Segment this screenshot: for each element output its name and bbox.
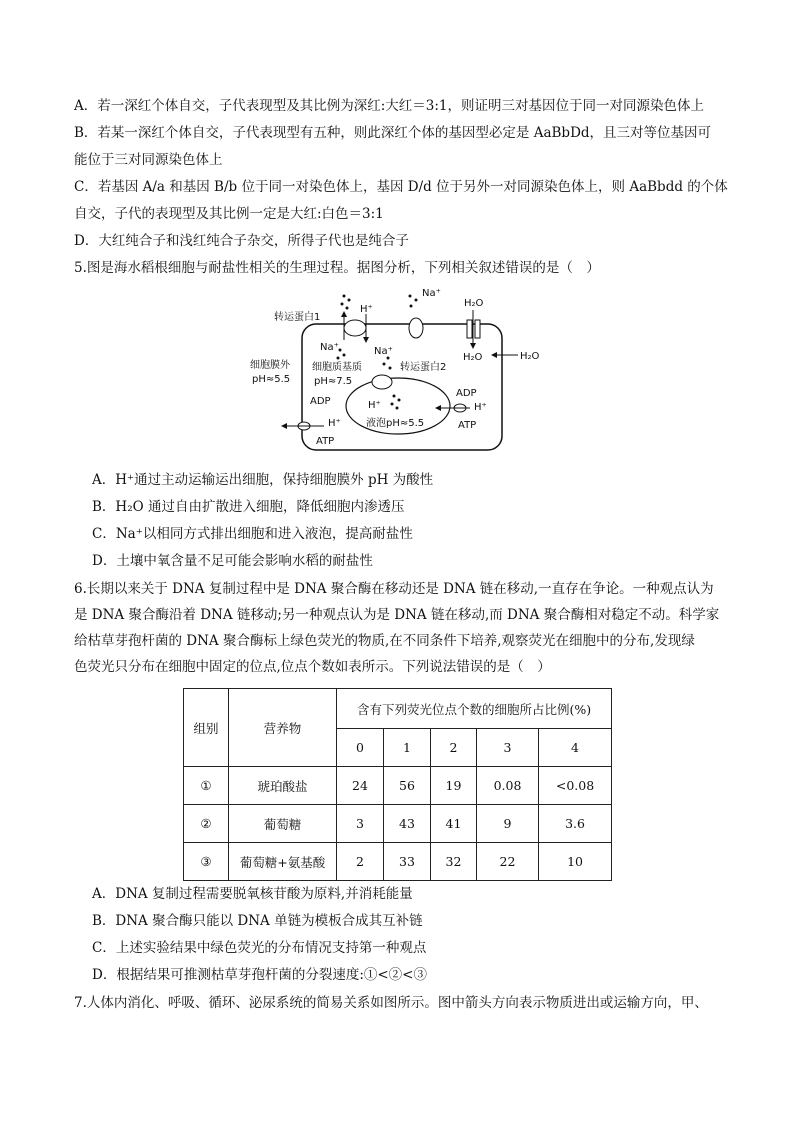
table-row — [184, 805, 612, 843]
header-col-4: 4 — [539, 729, 612, 767]
row-id: ② — [184, 805, 229, 843]
table-cell: 2 — [337, 843, 384, 881]
table-cell: <0.08 — [539, 767, 612, 805]
q4-option-b-line1: B．若某一深红个体自交，子代表现型有五种，则此深红个体的基因型必定是 AaBbDd，且三对等位基因可 — [74, 125, 712, 141]
matrix-label: 细胞质基质 — [312, 362, 362, 373]
na-plus-label-2: Na⁺ — [422, 288, 441, 299]
row-nutrient: 琥珀酸盐 — [229, 767, 337, 805]
table-cell: 0.08 — [477, 767, 539, 805]
transporter-1-shape — [344, 320, 366, 336]
table-cell: 56 — [384, 767, 431, 805]
transporter-2-shape — [372, 375, 392, 389]
header-col-3: 3 — [477, 729, 539, 767]
q5-stem: 5.图是海水稻根细胞与耐盐性相关的生理过程。据图分析，下列相关叙述错误的是（ ） — [74, 260, 600, 276]
q6-stem-line1: 6.长期以来关于 DNA 复制过程中是 DNA 聚合酶在移动还是 DNA 链在移动,一直存在争论。一种观点认为 — [74, 581, 714, 597]
q6-option-c: C．上述实验结果中绿色荧光的分布情况支持第一种观点 — [92, 940, 427, 956]
vacuole-label: 液泡pH≈5.5 — [366, 418, 425, 429]
h-plus-label-1: H⁺ — [360, 304, 373, 315]
q6-stem-line4: 色荧光只分布在细胞中固定的位点,位点个数如表所示。下列说法错误的是（ ） — [74, 659, 551, 675]
row-nutrient: 葡萄糖 — [229, 805, 337, 843]
transporter-2-label: 转运蛋白2 — [400, 362, 447, 373]
q4-option-a: A．若一深红个体自交，子代表现型及其比例为深红:大红＝3:1，则证明三对基因位于同一对同源染色体上 — [74, 98, 705, 114]
outside-label: 细胞膜外 — [250, 360, 290, 371]
water-channel-left — [467, 320, 472, 338]
q6-stem-line2: 是 DNA 聚合酶沿着 DNA 链移动;另一种观点认为是 DNA 链在移动,而 DNA 聚合酶相对稳定不动。科学家 — [74, 607, 720, 623]
table-cell: 19 — [431, 767, 477, 805]
q5-option-a: A．H⁺通过主动运输运出细胞，保持细胞膜外 pH 为酸性 — [92, 472, 434, 488]
matrix-ph: pH≈7.5 — [314, 376, 353, 387]
na-dots-2 — [409, 295, 418, 308]
h-plus-label-4: H⁺ — [328, 418, 341, 429]
row-id: ③ — [184, 843, 229, 881]
h2o-label-top: H₂O — [464, 298, 484, 309]
row-nutrient: 葡萄糖+氨基酸 — [229, 843, 337, 881]
table-cell: 33 — [384, 843, 431, 881]
table-row — [184, 843, 612, 881]
table-cell: 41 — [431, 805, 477, 843]
cell-salt-tolerance-diagram — [248, 284, 548, 454]
q6-option-d: D．根据结果可推测枯草芽孢杆菌的分裂速度:①<②<③ — [92, 967, 427, 983]
header-group: 组别 — [184, 689, 229, 767]
q6-stem-line3: 给枯草芽孢杆菌的 DNA 聚合酶标上绿色荧光的物质,在不同条件下培养,观察荧光在细胞中的分布,发现绿 — [74, 633, 695, 649]
na-plus-label-3: Na⁺ — [374, 346, 393, 357]
water-channel-right — [475, 320, 480, 338]
table-cell: 3 — [337, 805, 384, 843]
h2o-label-outside: H₂O — [520, 351, 540, 362]
header-col-0: 0 — [337, 729, 384, 767]
table-cell: 24 — [337, 767, 384, 805]
row-id: ① — [184, 767, 229, 805]
q5-option-c: C．Na⁺以相同方式排出细胞和进入液泡，提高耐盐性 — [92, 526, 413, 542]
table-cell: 9 — [477, 805, 539, 843]
table-cell: 43 — [384, 805, 431, 843]
outside-ph: pH≈5.5 — [252, 374, 291, 385]
header-ratio: 含有下列荧光位点个数的细胞所占比例(%) — [337, 689, 612, 729]
atp-label-left: ATP — [316, 436, 335, 447]
h-plus-label-2: H⁺ — [368, 400, 381, 411]
table-cell: 10 — [539, 843, 612, 881]
q7-stem: 7.人体内消化、呼吸、循环、泌尿系统的简易关系如图所示。图中箭头方向表示物质进出或运输方向，甲、 — [74, 995, 708, 1011]
adp-label-left: ADP — [310, 396, 331, 407]
h2o-label-inside: H₂O — [463, 352, 483, 363]
q4-option-c-line1: C．若基因 A/a 和基因 B/b 位于同一对染色体上，基因 D/d 位于另外一对同源染色体上，则 AaBbdd 的个体 — [74, 179, 728, 195]
na-channel-shape — [409, 318, 423, 338]
adp-label-right: ADP — [456, 388, 477, 399]
table-cell: 22 — [477, 843, 539, 881]
fluorescence-table — [183, 688, 612, 881]
table-cell: 32 — [431, 843, 477, 881]
header-nutrient: 营养物 — [229, 689, 337, 767]
transporter-1-label: 转运蛋白1 — [274, 312, 321, 323]
atp-label-right: ATP — [458, 420, 477, 431]
q4-option-c-line2: 自交，子代的表现型及其比例一定是大红:白色＝3:1 — [74, 206, 384, 222]
q6-option-a: A．DNA 复制过程需要脱氧核苷酸为原料,并消耗能量 — [92, 886, 413, 902]
q4-option-b-line2: 能位于三对同源染色体上 — [74, 152, 223, 168]
header-col-2: 2 — [431, 729, 477, 767]
table-cell: 3.6 — [539, 805, 612, 843]
na-plus-label-1: Na⁺ — [320, 342, 339, 353]
q5-option-d: D．土壤中氧含量不足可能会影响水稻的耐盐性 — [92, 553, 373, 569]
q4-option-d: D．大红纯合子和浅红纯合子杂交，所得子代也是纯合子 — [74, 233, 409, 249]
q5-option-b: B．H₂O 通过自由扩散进入细胞，降低细胞内渗透压 — [92, 499, 405, 515]
table-row — [184, 767, 612, 805]
q6-option-b: B．DNA 聚合酶只能以 DNA 单链为模板合成其互补链 — [92, 913, 423, 929]
h-plus-label-3: H⁺ — [474, 402, 487, 413]
header-col-1: 1 — [384, 729, 431, 767]
